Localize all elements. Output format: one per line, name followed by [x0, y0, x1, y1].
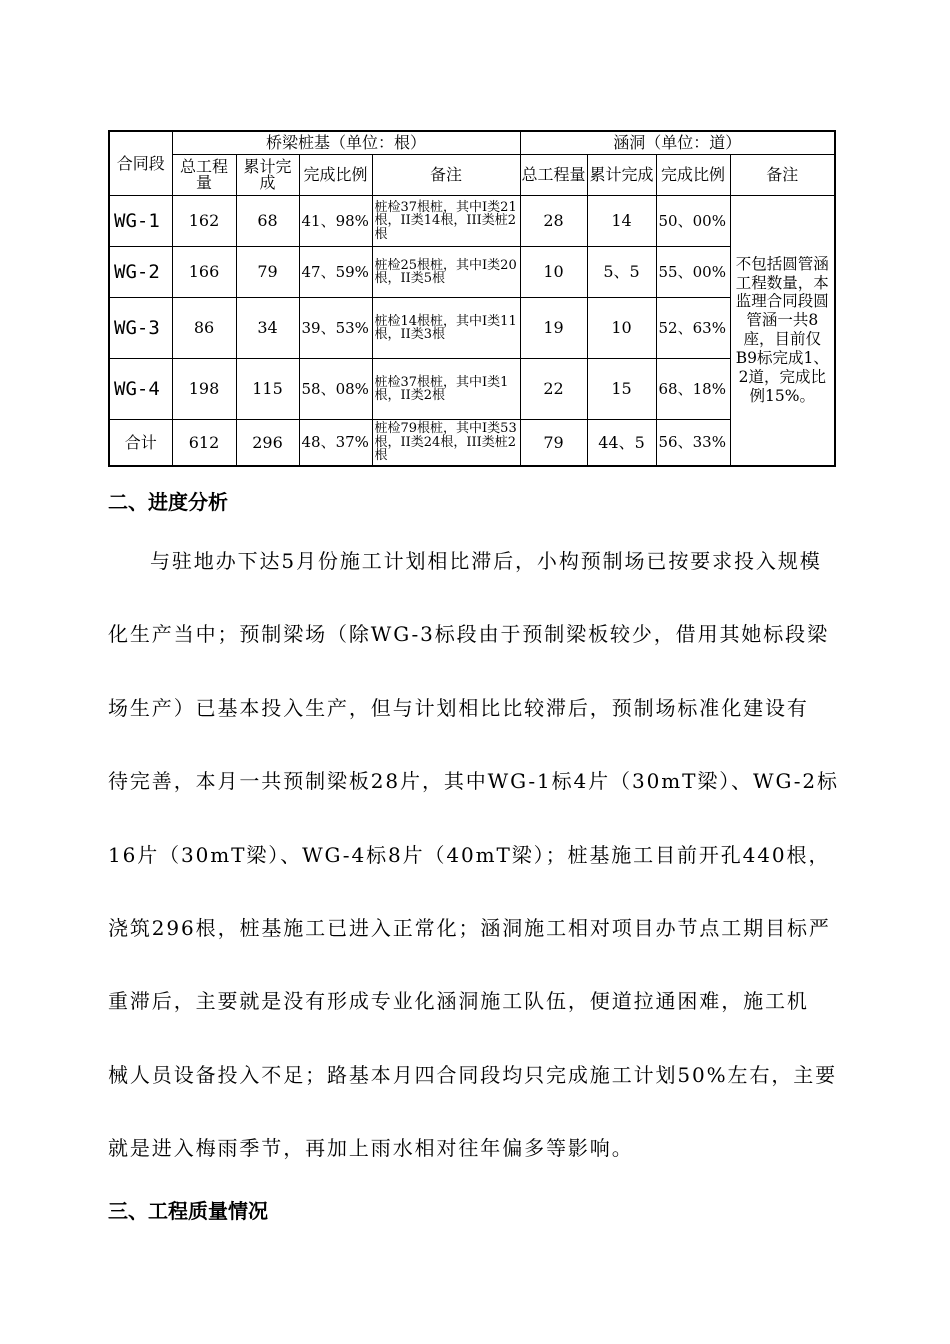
paragraph-line: 待完善，本月一共预制梁板28片，其中WG-1标4片（30mT梁）、WG-2标: [108, 769, 839, 794]
paragraph-line: 重滞后，主要就是没有形成专业化涵洞施工队伍，便道拉通困难，施工机: [108, 989, 809, 1014]
section-heading-quality: 三、工程质量情况: [108, 1199, 268, 1223]
row-culvert-total: 22: [520, 359, 587, 420]
row-bridge-total: 198: [172, 359, 236, 420]
section-heading-progress: 二、进度分析: [108, 490, 228, 514]
row-bridge-total: 612: [172, 420, 236, 466]
row-culvert-total: 19: [520, 298, 587, 359]
row-culvert-done: 5、5: [587, 247, 656, 298]
row-culvert-total: 79: [520, 420, 587, 466]
row-culvert-done: 10: [587, 298, 656, 359]
row-bridge-done: 68: [236, 196, 299, 247]
paragraph-line: 械人员设备投入不足；路基本月四合同段均只完成施工计划50%左右，主要: [108, 1062, 838, 1087]
row-bridge-ratio: 47、59%: [299, 247, 372, 298]
row-culvert-ratio: 50、00%: [656, 196, 730, 247]
row-culvert-ratio: 52、63%: [656, 298, 730, 359]
header-bridge-total: 总工程量: [172, 155, 236, 196]
row-bridge-ratio: 41、98%: [299, 196, 372, 247]
row-segment: WG-3: [109, 298, 172, 359]
paragraph-line: 16片（30mT梁）、WG-4标8片（40mT梁）；桩基施工目前开孔440根，: [108, 842, 831, 867]
row-bridge-ratio: 58、08%: [299, 359, 372, 420]
paragraph-line: 化生产当中；预制梁场（除WG-3标段由于预制梁板较少，借用其她标段梁: [108, 622, 829, 647]
header-culvert-cumulative: 累计完成: [587, 155, 656, 196]
table-row: [109, 298, 835, 359]
row-segment: WG-4: [109, 359, 172, 420]
header-bridge-cumulative: 累计完成: [236, 155, 299, 196]
row-bridge-note: 桩检37根桩，其中I类1根，II类2根: [372, 359, 520, 420]
header-culvert-total: 总工程量: [520, 155, 587, 196]
row-bridge-total: 86: [172, 298, 236, 359]
table-row: [109, 196, 835, 247]
header-segment: 合同段: [109, 131, 172, 196]
row-culvert-total: 28: [520, 196, 587, 247]
table-row: [109, 359, 835, 420]
row-bridge-ratio: 39、53%: [299, 298, 372, 359]
paragraph-line: 就是进入梅雨季节，再加上雨水相对往年偏多等影响。: [108, 1136, 634, 1161]
row-bridge-done: 79: [236, 247, 299, 298]
row-bridge-done: 34: [236, 298, 299, 359]
row-bridge-note: 桩检14根桩，其中I类11根，II类3根: [372, 298, 520, 359]
row-bridge-ratio: 48、37%: [299, 420, 372, 466]
row-bridge-note: 桩检79根桩，其中I类53根，II类24根，III类桩2根: [372, 420, 520, 466]
header-bridge-ratio: 完成比例: [299, 155, 372, 196]
row-bridge-note: 桩检37根桩，其中I类21根，II类14根，III类桩2根: [372, 196, 520, 247]
row-culvert-done: 15: [587, 359, 656, 420]
row-culvert-ratio: 68、18%: [656, 359, 730, 420]
header-bridge-note: 备注: [372, 155, 520, 196]
table-row: [109, 247, 835, 298]
header-culvert-note: 备注: [730, 155, 835, 196]
row-bridge-done: 296: [236, 420, 299, 466]
row-culvert-ratio: 56、33%: [656, 420, 730, 466]
progress-paragraph: [108, 525, 844, 1186]
header-culvert-group: 涵洞（单位：道）: [520, 131, 835, 155]
paragraph-line: 场生产）已基本投入生产，但与计划相比比较滞后，预制场标准化建设有: [108, 695, 809, 720]
paragraph-line: 与驻地办下达5月份施工计划相比滞后，小构预制场已按要求投入规模: [150, 549, 822, 573]
row-bridge-total: 162: [172, 196, 236, 247]
table-row: [109, 420, 835, 466]
row-culvert-total: 10: [520, 247, 587, 298]
row-culvert-done: 44、5: [587, 420, 656, 466]
header-bridge-group: 桥梁桩基（单位：根）: [172, 131, 520, 155]
row-bridge-done: 115: [236, 359, 299, 420]
row-culvert-ratio: 55、00%: [656, 247, 730, 298]
header-culvert-ratio: 完成比例: [656, 155, 730, 196]
row-culvert-done: 14: [587, 196, 656, 247]
row-segment: WG-2: [109, 247, 172, 298]
row-segment: WG-1: [109, 196, 172, 247]
row-bridge-note: 桩检25根桩，其中I类20根，II类5根: [372, 247, 520, 298]
progress-table: [108, 130, 836, 467]
row-segment-total: 合计: [109, 420, 172, 466]
row-bridge-total: 166: [172, 247, 236, 298]
culvert-note: 不包括圆管涵工程数量，本监理合同段圆管涵一共8座，目前仅B9标完成1、2道，完成比例15%。: [730, 196, 835, 466]
paragraph-line: 浇筑296根，桩基施工已进入正常化；涵洞施工相对项目办节点工期目标严: [108, 916, 831, 941]
